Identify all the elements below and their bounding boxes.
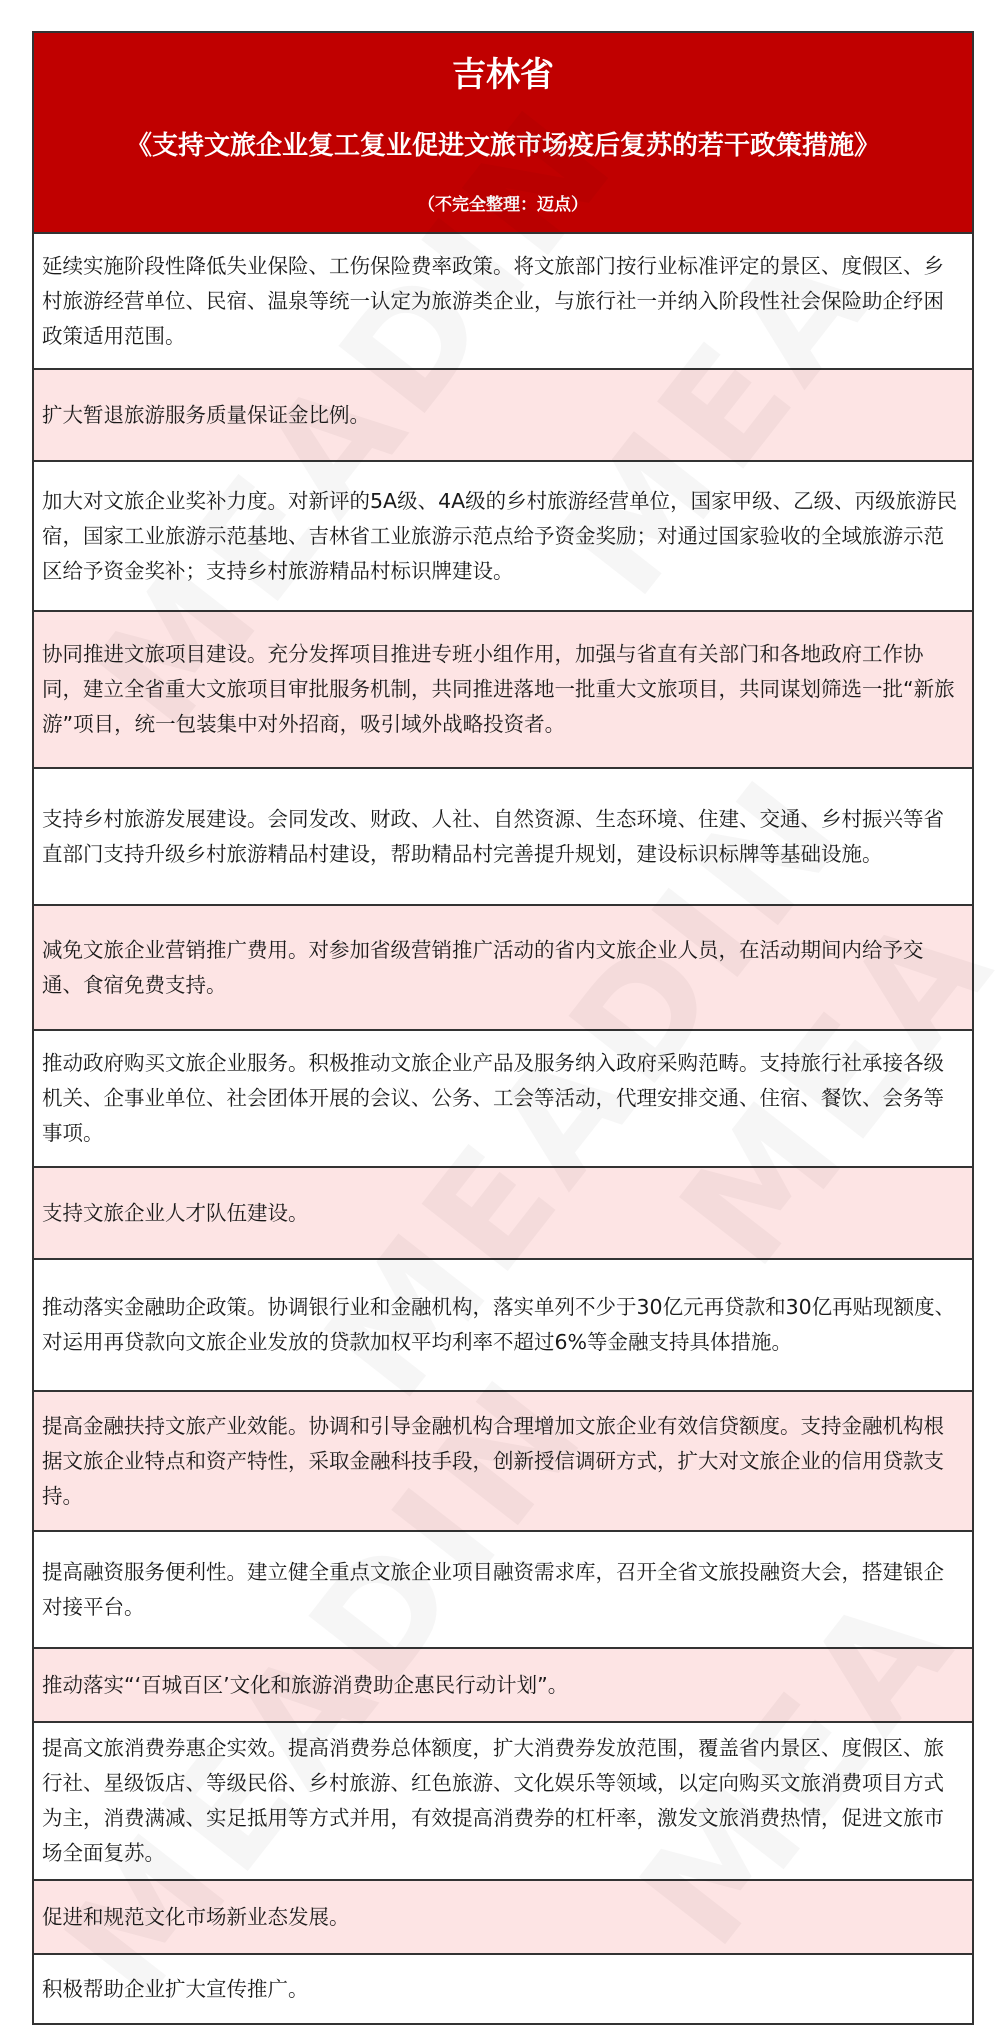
policy-text: 推动政府购买文旅企业服务。积极推动文旅企业产品及服务纳入政府采购范畴。支持旅行社承接各级机关、企事业单位、社会团体开展的会议、公务、工会等活动，代理安排交通、住宿、餐饮、会务等事项。 (42, 1051, 944, 1145)
policy-text: 延续实施阶段性降低失业保险、工伤保险费率政策。将文旅部门按行业标准评定的景区、度假区、乡村旅游经营单位、民宿、温泉等统一认定为旅游类企业，与旅行社一并纳入阶段性社会保险助企纾困政策适用范围。 (42, 253, 944, 348)
policy-row (34, 462, 972, 612)
table-header (34, 33, 972, 234)
policy-text: 协同推进文旅项目建设。充分发挥项目推进专班小组作用，加强与省直有关部门和各地政府工作协同，建立全省重大文旅项目审批服务机制，共同推进落地一批重大文旅项目，共同谋划筛选一批“新旅游”项目，统一包装集中对外招商，吸引域外战略投资者。 (42, 642, 955, 736)
policy-row (34, 1532, 972, 1649)
policy-text: 支持乡村旅游发展建设。会同发改、财政、人社、自然资源、生态环境、住建、交通、乡村振兴等省直部门支持升级乡村旅游精品村建设，帮助精品村完善提升规划，建设标识标牌等基础设施。 (42, 806, 944, 866)
source-note: （不完全整理：迈点） (418, 195, 588, 215)
policy-row (34, 769, 972, 906)
policy-text: 扩大暂退旅游服务质量保证金比例。 (42, 402, 370, 427)
policy-row (34, 1955, 972, 2023)
policy-row (34, 1881, 972, 1955)
policy-title: 《支持文旅企业复工复业促进文旅市场疫后复苏的若干政策措施》 (125, 131, 880, 161)
policy-text: 积极帮助企业扩大宣传推广。 (42, 1976, 309, 2001)
policy-row (34, 234, 972, 370)
policy-row (34, 1392, 972, 1532)
policy-table (32, 31, 974, 2025)
policy-row (34, 906, 972, 1031)
policy-text: 促进和规范文化市场新业态发展。 (42, 1904, 350, 1929)
policy-text: 提高金融扶持文旅产业效能。协调和引导金融机构合理增加文旅企业有效信贷额度。支持金融机构根据文旅企业特点和资产特性，采取金融科技手段，创新授信调研方式，扩大对文旅企业的信用贷款支持。 (42, 1413, 944, 1508)
policy-row (34, 1649, 972, 1723)
policy-row (34, 370, 972, 462)
province-title: 吉林省 (452, 55, 554, 95)
policy-text: 支持文旅企业人才队伍建设。 (42, 1200, 309, 1225)
policy-row (34, 1723, 972, 1881)
policy-row (34, 1031, 972, 1168)
policy-row (34, 612, 972, 769)
policy-text: 加大对文旅企业奖补力度。对新评的5A级、4A级的乡村旅游经营单位，国家甲级、乙级、丙级旅游民宿，国家工业旅游示范基地、吉林省工业旅游示范点给予资金奖励；对通过国家验收的全域旅游示范区给予资金奖补；支持乡村旅游精品村标识牌建设。 (42, 488, 958, 583)
policy-text: 提高融资服务便利性。建立健全重点文旅企业项目融资需求库，召开全省文旅投融资大会，搭建银企对接平台。 (42, 1559, 944, 1619)
policy-row (34, 1168, 972, 1260)
policy-text: 推动落实“‘百城百区’文化和旅游消费助企惠民行动计划”。 (42, 1672, 569, 1697)
policy-text: 提高文旅消费券惠企实效。提高消费券总体额度，扩大消费券发放范围，覆盖省内景区、度假区、旅行社、星级饭店、等级民俗、乡村旅游、红色旅游、文化娱乐等领域，以定向购买文旅消费项目方式为主，消费满减、实足抵用等方式并用，有效提高消费券的杠杆率，激发文旅消费热情，促进文旅市场全面复苏。 (42, 1736, 944, 1865)
policy-text: 减免文旅企业营销推广费用。对参加省级营销推广活动的省内文旅企业人员，在活动期间内给予交通、食宿免费支持。 (42, 937, 924, 997)
policy-text: 推动落实金融助企政策。协调银行业和金融机构，落实单列不少于30亿元再贷款和30亿再贴现额度、对运用再贷款向文旅企业发放的贷款加权平均利率不超过6%等金融支持具体措施。 (42, 1295, 956, 1354)
policy-row (34, 1260, 972, 1392)
